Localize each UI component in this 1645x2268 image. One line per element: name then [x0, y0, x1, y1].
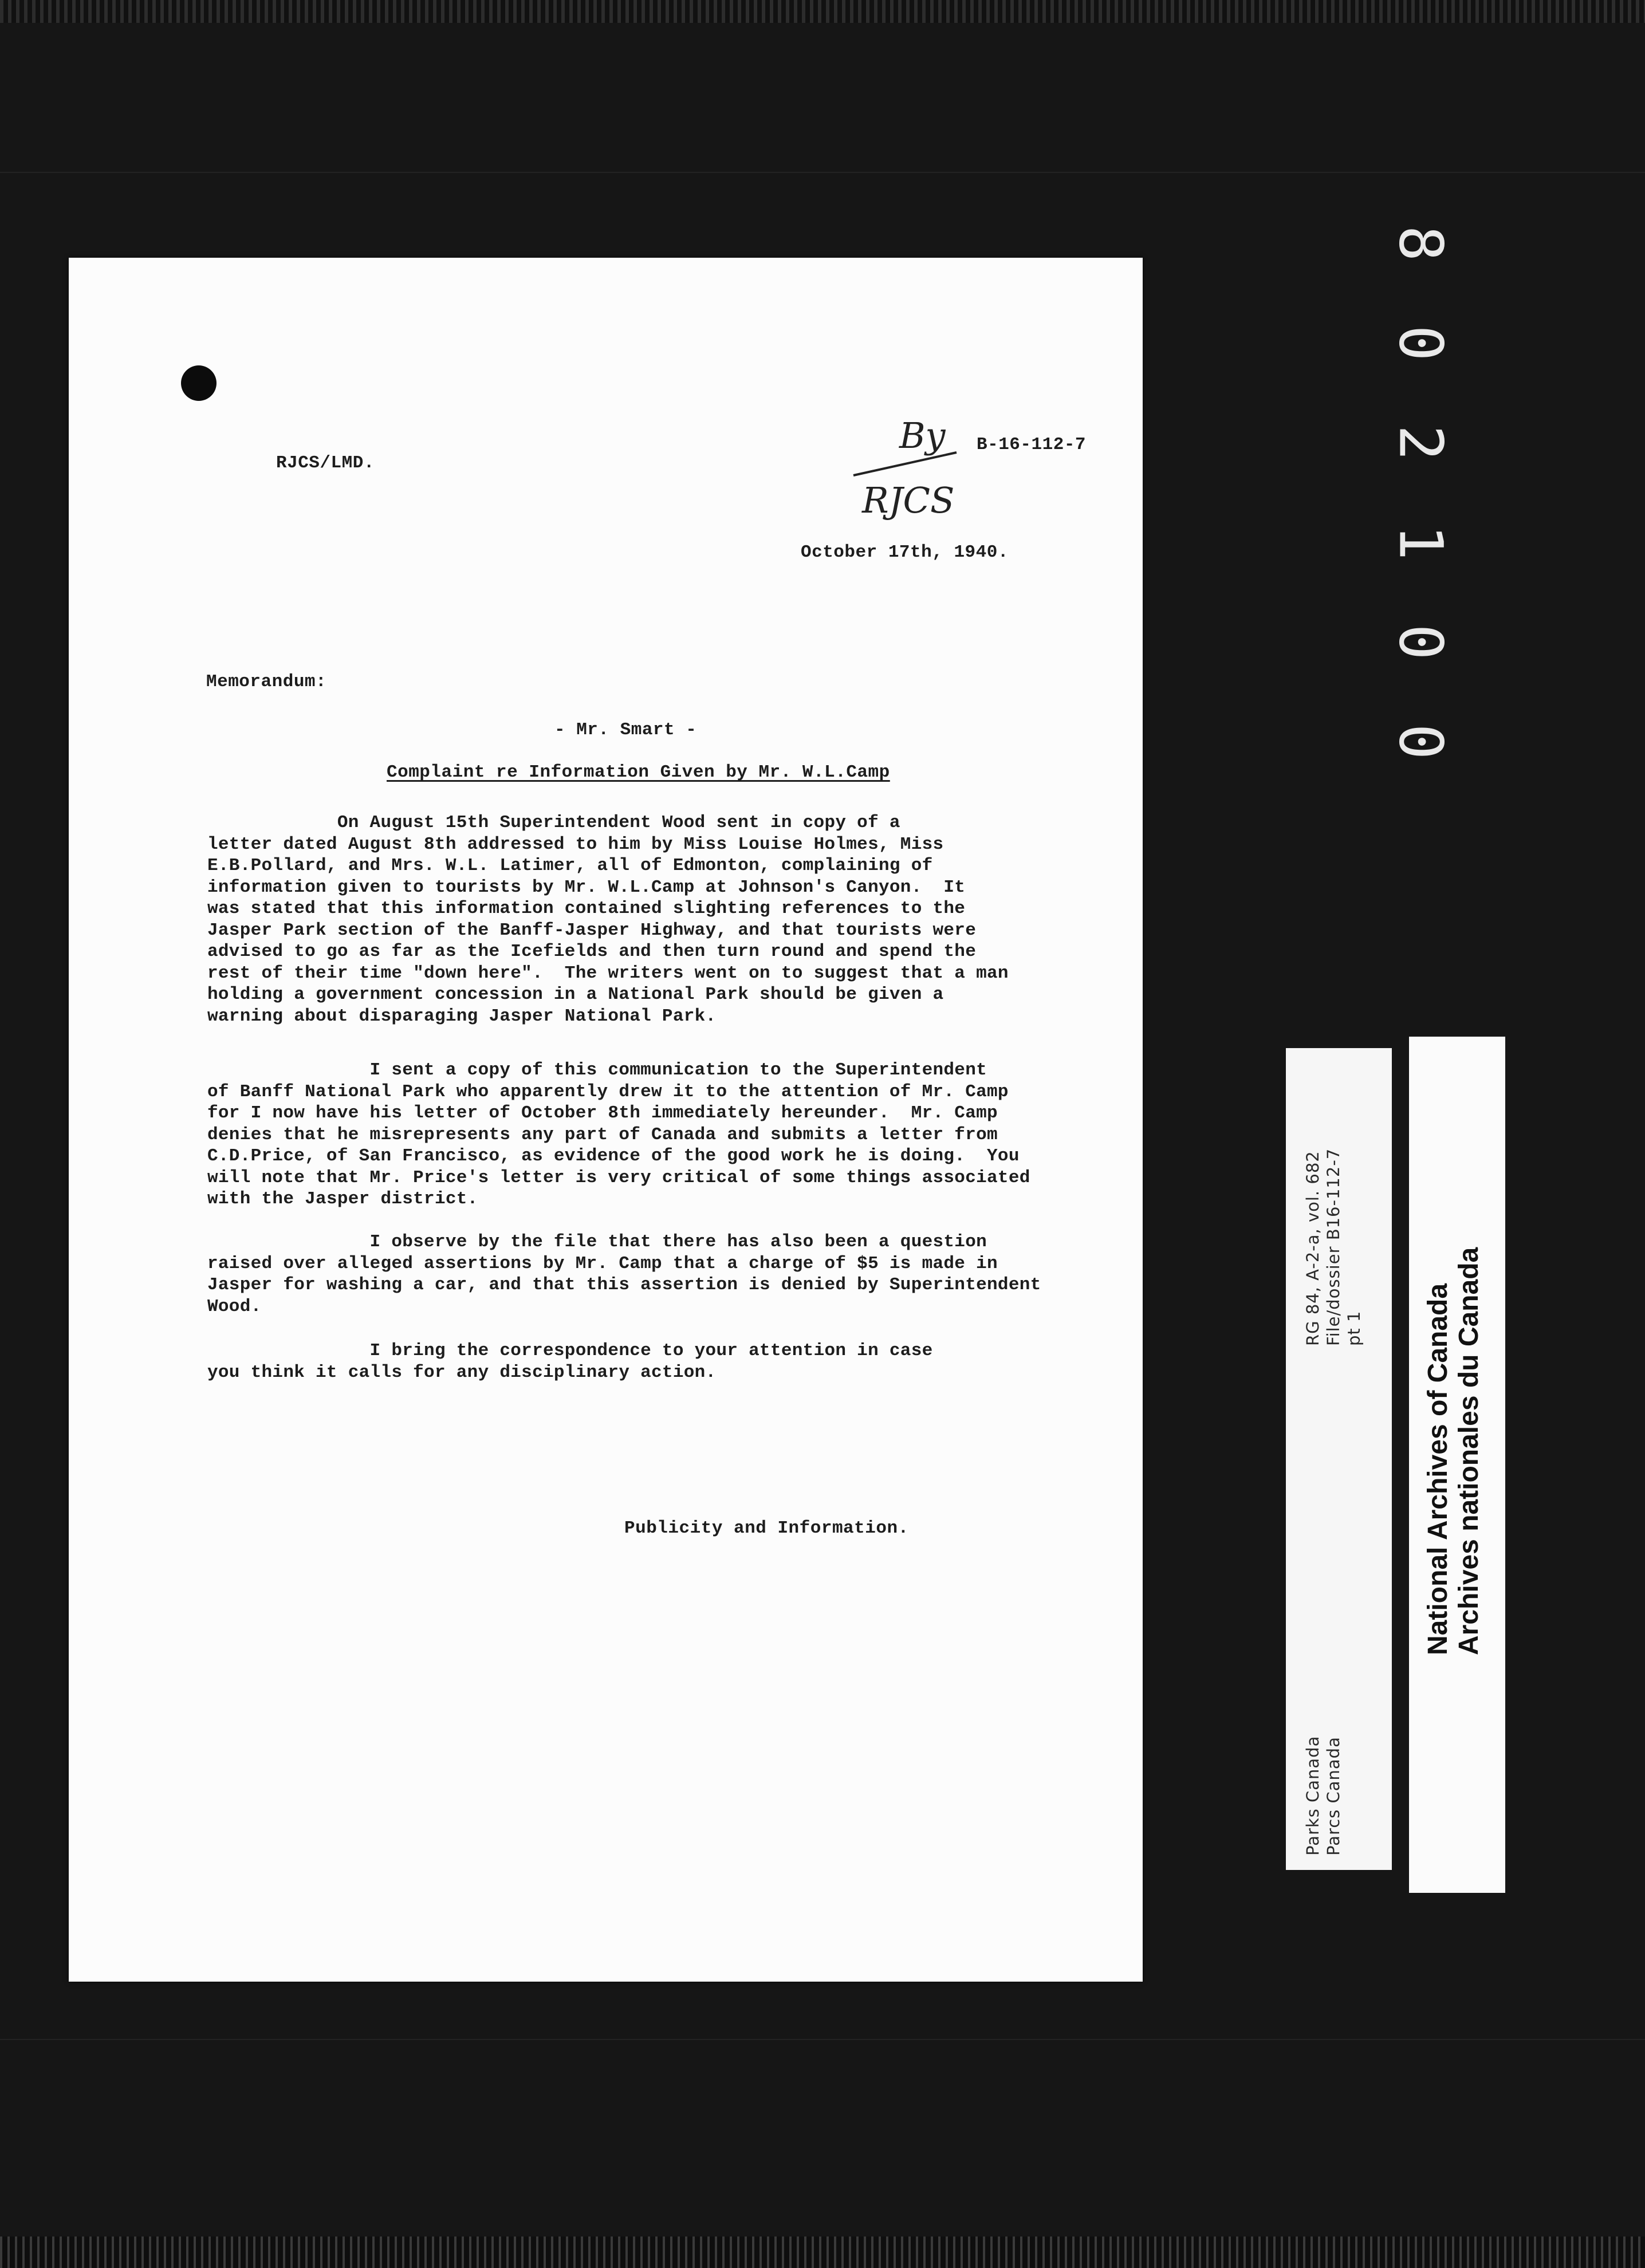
archive-reference-line: RG 84, A-2-a, vol. 682	[1303, 1151, 1323, 1346]
archive-reference-line: File/dossier B16-112-7	[1324, 1148, 1343, 1346]
file-number: B-16-112-7	[977, 435, 1087, 455]
frame-digit: 0	[1386, 325, 1455, 361]
punch-hole	[181, 365, 217, 401]
memo-page	[69, 258, 1143, 1982]
parks-canada-label: Parks Canada	[1303, 1735, 1323, 1856]
archive-reference-label	[1286, 1048, 1392, 1870]
scan-line	[0, 172, 1645, 173]
frame-digit: 2	[1386, 424, 1455, 461]
national-archives-title: National Archives of Canada	[1423, 1283, 1453, 1655]
memo-heading: Memorandum:	[206, 672, 327, 692]
handwritten-rjcs: RJCS	[862, 479, 955, 521]
frame-digit: 8	[1386, 225, 1455, 262]
memo-subject: Complaint re Information Given by Mr. W.L.Camp	[387, 762, 890, 782]
frame-number	[1386, 212, 1455, 773]
memo-paragraph: I bring the correspondence to your attention in case you think it calls for any disciplinary action.	[207, 1341, 933, 1383]
film-edge-bottom	[0, 2236, 1645, 2268]
memo-paragraph: I observe by the file that there has also been a question raised over alleged assertions by Mr. Camp that a charge of $5 is made in Jasper for washing a car, and that this assertion is denied by Superintendent Wood.	[207, 1232, 1041, 1317]
memo-signature: Publicity and Information.	[624, 1518, 909, 1538]
reference-initials: RJCS/LMD.	[276, 453, 375, 473]
handwritten-by: By	[899, 415, 946, 456]
film-edge-top	[0, 0, 1645, 23]
memo-paragraph: On August 15th Superintendent Wood sent in copy of a letter dated August 8th addressed to him by Miss Louise Holmes, Miss E.B.Pollard, and Mrs. W.L. Latimer, all of Edmonton, complaining of information given to tourists by Mr. W.L.Camp at Johnson's Canyon. It was stated that this information contained slighting references to the Jasper Park section of the Banff-Jasper Highway, and that tourists were advised to go as far as the Icefields and then turn round and spend the rest of their time "down here". The writers went on to suggest that a man holding a government concession in a National Park should be given a warning about disparaging Jasper National Park.	[207, 813, 1009, 1026]
frame-digit: 0	[1386, 723, 1455, 760]
memo-date: October 17th, 1940.	[801, 542, 1009, 562]
scan-line	[0, 2039, 1645, 2040]
parcs-canada-label: Parcs Canada	[1324, 1737, 1343, 1856]
national-archives-label	[1409, 1037, 1505, 1893]
frame-digit: 1	[1386, 524, 1455, 561]
memo-paragraph: I sent a copy of this communication to the Superintendent of Banff National Park who apparently drew it to the attention of Mr. Camp for I now have his letter of October 8th immediately hereunder. Mr. Camp denies that he misrepresents any part of Canada and submits a letter from C.D.Price, of San Francisco, as evidence of the good work he is doing. You will note that Mr. Price's letter is very critical of some things associated with the Jasper district.	[207, 1060, 1030, 1209]
archives-nationales-title: Archives nationales du Canada	[1454, 1247, 1484, 1655]
frame-digit: 0	[1386, 624, 1455, 660]
handwritten-initials	[831, 412, 1014, 556]
archive-reference-line: pt 1	[1344, 1310, 1364, 1346]
memo-addressee: - Mr. Smart -	[554, 720, 697, 740]
